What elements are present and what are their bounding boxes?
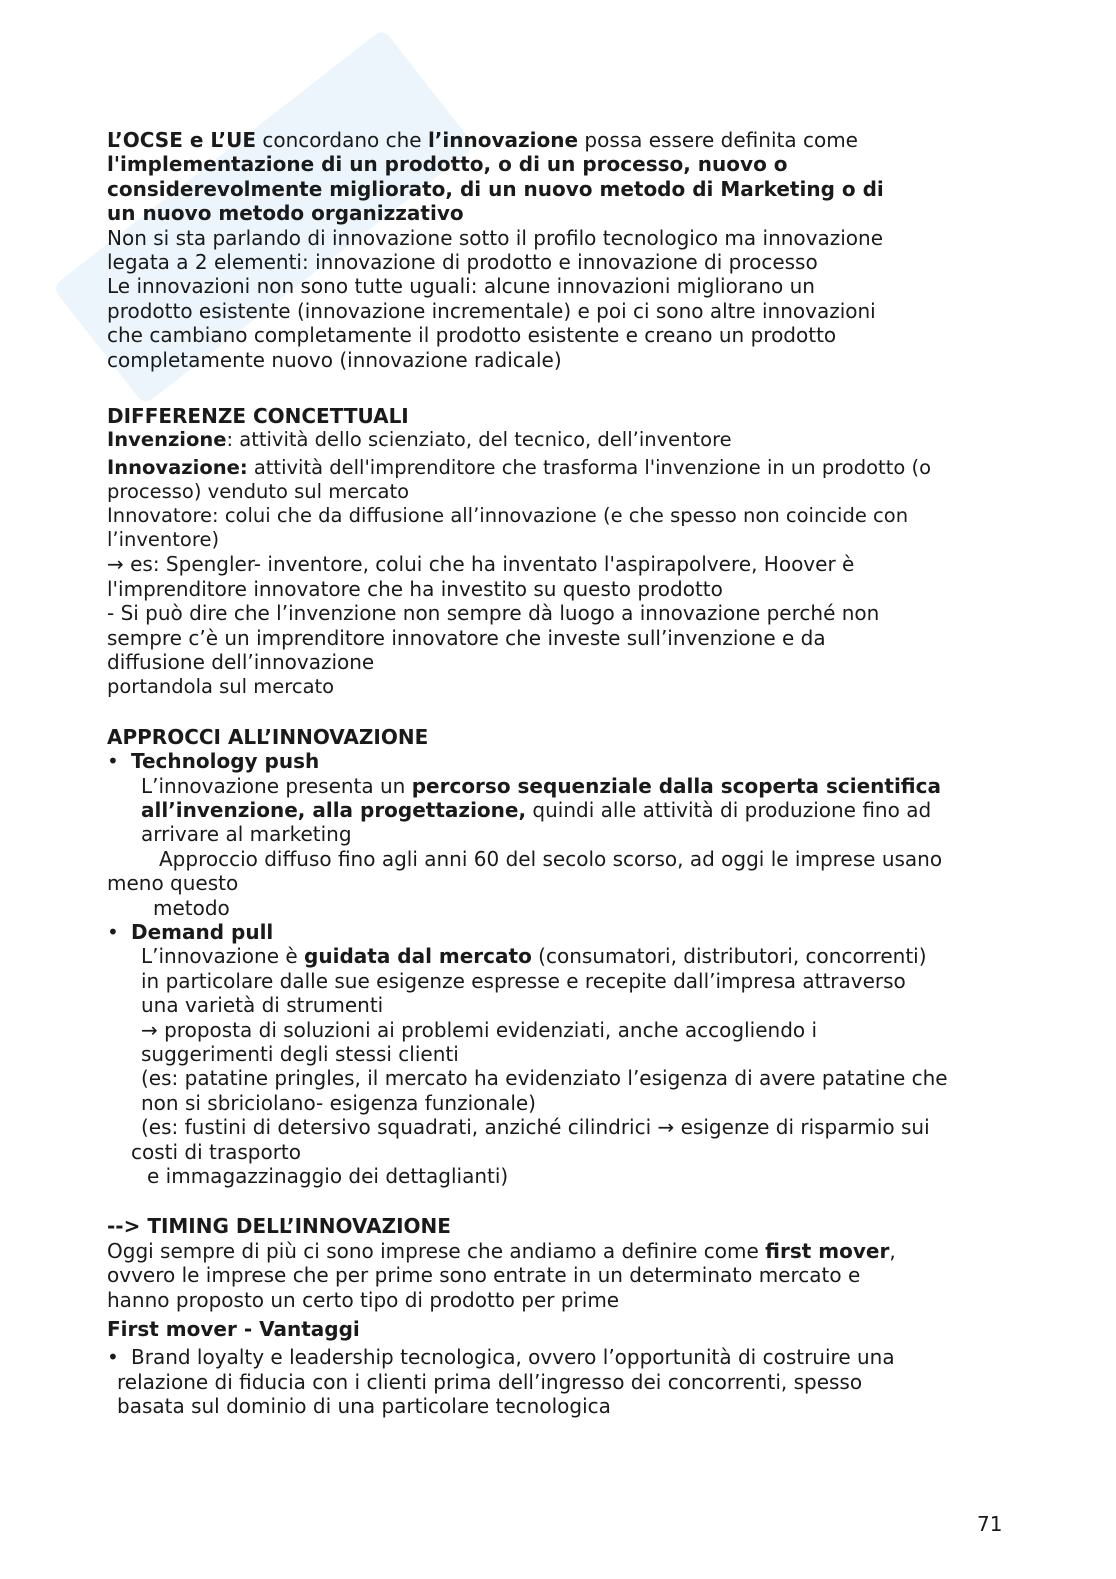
text-line: l’inventore) (107, 528, 220, 552)
text-line: basata sul dominio di una particolare tecnologica (117, 1394, 611, 1419)
intro-definition-line: considerevolmente migliorato, di un nuovo metodo di Marketing o di (107, 176, 884, 201)
text-line: arrivare al marketing (141, 822, 352, 847)
timing-section (107, 1214, 1002, 1418)
section-heading: APPROCCI ALL’INNOVAZIONE (107, 724, 429, 749)
text-line: hanno proposto un certo tipo di prodotto per prime (107, 1287, 620, 1312)
bullet-icon: • (107, 749, 119, 774)
text: L’innovazione presenta un (141, 773, 412, 798)
term: Innovazione: (107, 455, 248, 479)
text-line: portandola sul mercato (107, 674, 335, 698)
intro-paragraph-line: completamente nuovo (innovazione radicale) (107, 347, 562, 372)
text: Oggi sempre di più ci sono imprese che andiamo a definire come (107, 1238, 766, 1263)
emphasis: first mover (765, 1238, 890, 1263)
emphasis: all’invenzione, alla progettazione, (141, 797, 527, 822)
text-line: → es: Spengler- inventore, colui che ha inventato l'aspirapolvere, Hoover è (107, 552, 855, 577)
text: quindi alle attività di produzione fino ad (526, 797, 932, 822)
text-line: processo) venduto sul mercato (107, 479, 410, 503)
approcci-section (107, 725, 1002, 1189)
intro-section (107, 128, 1002, 372)
text-line: Approccio diffuso fino agli anni 60 del secolo scorso, ad oggi le imprese usano (159, 846, 943, 871)
definition-innovazione (107, 456, 1002, 480)
text-line: l'imprenditore innovatore che ha investito su questo prodotto (107, 576, 723, 601)
list-item-title: Technology push (131, 749, 320, 774)
bullet-icon: • (107, 1345, 119, 1370)
intro-definition-line: un nuovo metodo organizzativo (107, 201, 464, 226)
emphasis: guidata dal mercato (304, 944, 532, 969)
text: (consumatori, distributori, concorrenti) (531, 944, 927, 969)
intro-subject: L’OCSE e L’UE (107, 128, 256, 152)
text-line: meno questo (107, 871, 239, 896)
intro-paragraph-line: prodotto esistente (innovazione incrementale) e poi ci sono altre innovazioni (107, 298, 876, 323)
text-line: Le innovazioni non sono tutte uguali: alcune innovazioni migliorano un (107, 274, 815, 299)
list-item-demand-pull (107, 920, 1002, 944)
text: , (889, 1238, 896, 1263)
text-line: non si sbriciolano- esigenza funzionale) (141, 1090, 536, 1115)
list-item-title: Demand pull (131, 919, 274, 944)
intro-line-1 (107, 128, 1002, 152)
emphasis: percorso sequenziale dalla scoperta scientifica (411, 773, 941, 798)
text-line (107, 1239, 1002, 1263)
text-line: relazione di fiducia con i clienti prima dell’ingresso dei concorrenti, spesso (117, 1369, 863, 1394)
intro-text: concordano che (256, 128, 428, 152)
list-item-technology-push (107, 749, 1002, 773)
text-line: e immagazzinaggio dei dettaglianti) (147, 1164, 509, 1189)
text: L’innovazione è (141, 944, 305, 969)
intro-definition-line: l'implementazione di un prodotto, o di un processo, nuovo o (107, 152, 788, 177)
section-heading: --> TIMING DELL’INNOVAZIONE (107, 1214, 451, 1239)
text-line: diffusione dell’innovazione (107, 650, 375, 675)
definition: : attività dello scienziato, del tecnico, dell’inventore (226, 428, 732, 452)
text-line (107, 944, 1002, 968)
subsection-heading: First mover - Vantaggi (107, 1317, 360, 1342)
text-line: costi di trasporto (131, 1139, 301, 1164)
text-line (107, 798, 1002, 822)
text-line: Innovatore: colui che da diffusione all’innovazione (e che spesso non coincide con (107, 504, 909, 528)
text-line: in particolare dalle sue esigenze espresse e recepite dall’impresa attraverso (141, 968, 906, 993)
intro-paragraph-line (107, 274, 1002, 298)
definition: attività dell'imprenditore che trasforma l'invenzione in un prodotto (o (247, 455, 932, 479)
definition-invenzione (107, 428, 1002, 452)
text: Brand loyalty e leadership tecnologica, ovvero l’opportunità di costruire una (131, 1345, 895, 1370)
text-line: una varietà di strumenti (141, 993, 384, 1018)
text-line (107, 774, 1002, 798)
document-page (107, 128, 1002, 1419)
bullet-icon: • (107, 919, 119, 944)
term: Invenzione (107, 428, 227, 452)
text-line: → proposta di soluzioni ai problemi evidenziati, anche accogliendo i (141, 1017, 818, 1042)
text-line: (es: fustini di detersivo squadrati, anziché cilindrici → esigenze di risparmio sui (141, 1115, 930, 1140)
text-line: metodo (153, 895, 230, 920)
intro-paragraph-line (107, 226, 1002, 250)
intro-keyword: l’innovazione (427, 128, 579, 152)
text-line: suggerimenti degli stessi clienti (141, 1042, 459, 1066)
text-line: Non si sta parlando di innovazione sotto il profilo tecnologico ma innovazione (107, 225, 884, 250)
section-heading: DIFFERENZE CONCETTUALI (107, 404, 409, 429)
text-line: - Si può dire che l’invenzione non sempre dà luogo a innovazione perché non (107, 601, 880, 626)
list-item-brand-loyalty (107, 1345, 1002, 1369)
intro-text: possa essere definita come (578, 128, 858, 152)
differenze-section (107, 404, 1002, 699)
text-line: (es: patatine pringles, il mercato ha evidenziato l’esigenza di avere patatine che (141, 1066, 948, 1091)
page-number: 71 (977, 1512, 1003, 1536)
intro-paragraph-line: che cambiano completamente il prodotto esistente e creano un prodotto (107, 323, 837, 348)
intro-paragraph-line: legata a 2 elementi: innovazione di prodotto e innovazione di processo (107, 250, 818, 275)
text-line: ovvero le imprese che per prime sono entrate in un determinato mercato e (107, 1263, 861, 1288)
text-line: sempre c’è un imprenditore innovatore che investe sull’invenzione e da (107, 625, 826, 650)
